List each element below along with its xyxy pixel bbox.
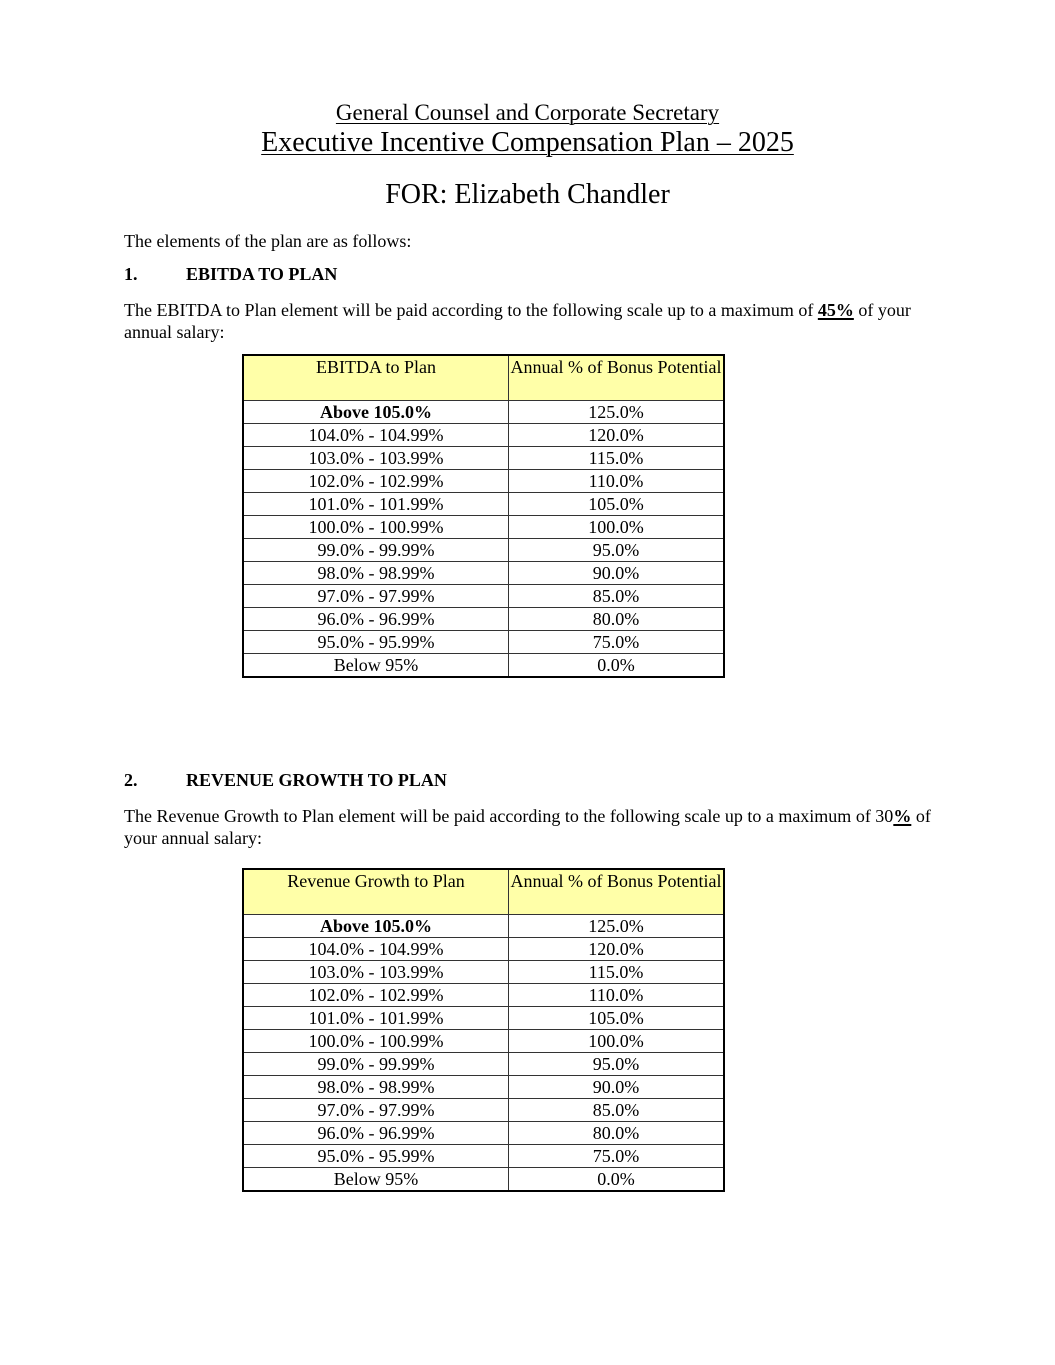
- bonus-percent-cell: 0.0%: [509, 654, 725, 678]
- section-title: EBITDA TO PLAN: [186, 264, 338, 284]
- column-header: Revenue Growth to Plan: [243, 869, 509, 915]
- bonus-percent-cell: 75.0%: [509, 631, 725, 654]
- threshold-cell: 104.0% - 104.99%: [243, 938, 509, 961]
- table-row: [243, 1145, 724, 1168]
- threshold-cell: 103.0% - 103.99%: [243, 961, 509, 984]
- threshold-cell: 100.0% - 100.99%: [243, 516, 509, 539]
- table-row: [243, 424, 724, 447]
- column-header: Annual % of Bonus Potential: [509, 869, 725, 915]
- ebitda-scale-table: [242, 354, 725, 678]
- threshold-cell: 103.0% - 103.99%: [243, 447, 509, 470]
- threshold-cell: 98.0% - 98.99%: [243, 1076, 509, 1099]
- table-row: [243, 984, 724, 1007]
- section-1-description: The EBITDA to Plan element will be paid according to the following scale up to a maximum of 45% of your annual salary:: [124, 300, 911, 342]
- bonus-percent-cell: 120.0%: [509, 938, 725, 961]
- table-header-row: [243, 355, 724, 401]
- bonus-percent-cell: 100.0%: [509, 516, 725, 539]
- threshold-cell: 97.0% - 97.99%: [243, 1099, 509, 1122]
- section-title: REVENUE GROWTH TO PLAN: [186, 770, 447, 790]
- column-header: Annual % of Bonus Potential: [509, 355, 725, 401]
- threshold-cell: Below 95%: [243, 1168, 509, 1192]
- table-row: [243, 401, 724, 424]
- threshold-cell: 97.0% - 97.99%: [243, 585, 509, 608]
- section-number: 1.: [124, 264, 138, 284]
- bonus-percent-cell: 85.0%: [509, 585, 725, 608]
- threshold-cell: 98.0% - 98.99%: [243, 562, 509, 585]
- recipient-line: FOR: Elizabeth Chandler: [385, 179, 670, 210]
- bonus-percent-cell: 75.0%: [509, 1145, 725, 1168]
- table-header-row: [243, 869, 724, 915]
- table-row: [243, 1007, 724, 1030]
- threshold-cell: 101.0% - 101.99%: [243, 1007, 509, 1030]
- bonus-percent-cell: 110.0%: [509, 984, 725, 1007]
- bonus-percent-cell: 105.0%: [509, 493, 725, 516]
- table-row: [243, 1168, 724, 1192]
- section-1-heading: [124, 264, 337, 285]
- max-percentage: 45%: [817, 300, 854, 320]
- threshold-cell: 95.0% - 95.99%: [243, 631, 509, 654]
- threshold-cell: 101.0% - 101.99%: [243, 493, 509, 516]
- threshold-cell: 95.0% - 95.99%: [243, 1145, 509, 1168]
- table-row: [243, 516, 724, 539]
- bonus-percent-cell: 95.0%: [509, 1053, 725, 1076]
- threshold-cell: 104.0% - 104.99%: [243, 424, 509, 447]
- table-row: [243, 608, 724, 631]
- threshold-cell: 96.0% - 96.99%: [243, 1122, 509, 1145]
- table-row: [243, 961, 724, 984]
- section-2-heading: [124, 770, 447, 791]
- revenue-growth-scale-table: [242, 868, 725, 1192]
- table-row: [243, 1076, 724, 1099]
- bonus-percent-cell: 90.0%: [509, 562, 725, 585]
- bonus-percent-cell: 105.0%: [509, 1007, 725, 1030]
- threshold-cell: 102.0% - 102.99%: [243, 470, 509, 493]
- bonus-percent-cell: 95.0%: [509, 539, 725, 562]
- threshold-cell: Below 95%: [243, 654, 509, 678]
- table-row: [243, 470, 724, 493]
- intro-text: The elements of the plan are as follows:: [124, 231, 412, 251]
- bonus-percent-cell: 125.0%: [509, 401, 725, 424]
- table-row: [243, 539, 724, 562]
- threshold-cell: 99.0% - 99.99%: [243, 1053, 509, 1076]
- table-row: [243, 938, 724, 961]
- threshold-cell: 96.0% - 96.99%: [243, 608, 509, 631]
- table-row: [243, 493, 724, 516]
- bonus-percent-cell: 125.0%: [509, 915, 725, 938]
- bonus-percent-cell: 0.0%: [509, 1168, 725, 1192]
- table-row: [243, 1053, 724, 1076]
- table-row: [243, 1030, 724, 1053]
- bonus-percent-cell: 100.0%: [509, 1030, 725, 1053]
- table-row: [243, 1122, 724, 1145]
- bonus-percent-cell: 115.0%: [509, 961, 725, 984]
- bonus-percent-cell: 110.0%: [509, 470, 725, 493]
- table-row: [243, 585, 724, 608]
- threshold-cell: Above 105.0%: [243, 915, 509, 938]
- bonus-percent-cell: 80.0%: [509, 608, 725, 631]
- threshold-cell: Above 105.0%: [243, 401, 509, 424]
- max-percentage: %: [893, 806, 912, 826]
- document-subtitle: General Counsel and Corporate Secretary: [335, 100, 720, 125]
- bonus-percent-cell: 90.0%: [509, 1076, 725, 1099]
- table-row: [243, 631, 724, 654]
- bonus-percent-cell: 120.0%: [509, 424, 725, 447]
- table-row: [243, 915, 724, 938]
- table-row: [243, 447, 724, 470]
- document-title: Executive Incentive Compensation Plan – 2025: [261, 127, 794, 158]
- column-header: EBITDA to Plan: [243, 355, 509, 401]
- bonus-percent-cell: 85.0%: [509, 1099, 725, 1122]
- table-row: [243, 654, 724, 678]
- bonus-percent-cell: 115.0%: [509, 447, 725, 470]
- threshold-cell: 100.0% - 100.99%: [243, 1030, 509, 1053]
- threshold-cell: 99.0% - 99.99%: [243, 539, 509, 562]
- bonus-percent-cell: 80.0%: [509, 1122, 725, 1145]
- section-2-description: The Revenue Growth to Plan element will be paid according to the following scale up to a maximum of 30% of your annual salary:: [124, 806, 931, 848]
- table-row: [243, 1099, 724, 1122]
- table-row: [243, 562, 724, 585]
- section-number: 2.: [124, 770, 138, 790]
- threshold-cell: 102.0% - 102.99%: [243, 984, 509, 1007]
